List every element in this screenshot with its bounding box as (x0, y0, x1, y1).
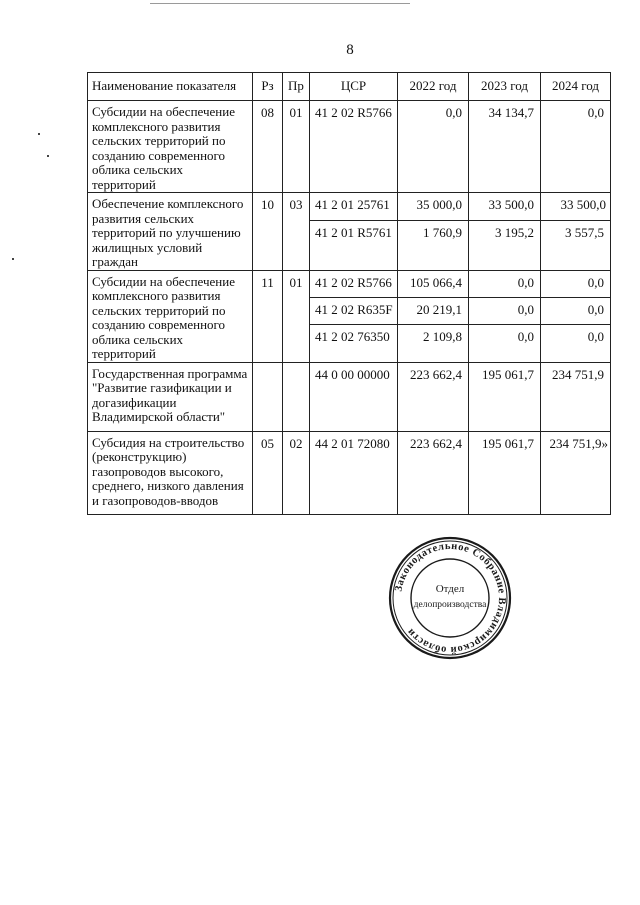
table-row (88, 362, 611, 431)
value-2024: 234 751,9» (541, 431, 611, 514)
scan-speck (38, 133, 40, 135)
page-number: 8 (346, 42, 354, 58)
rz-code: 11 (253, 270, 283, 362)
value-2023: 0,0 (469, 324, 541, 362)
table-row (88, 431, 611, 514)
value-2022: 223 662,4 (398, 362, 469, 431)
indicator-name: Государственная программа "Развитие газификации и догазификации Владимирской области" (88, 362, 253, 431)
value-2024: 234 751,9 (541, 362, 611, 431)
value-2023: 33 500,0 (469, 193, 541, 221)
value-2023: 3 195,2 (469, 220, 541, 270)
value-2022: 1 760,9 (398, 220, 469, 270)
indicator-name: Субсидии на обеспечение комплексного развития сельских территорий по созданию современного облика сельских территорий (88, 101, 253, 193)
stamp-center-line2: делопроизводства (413, 600, 487, 610)
csr-code: 41 2 01 R5761 (310, 220, 398, 270)
csr-code: 41 2 02 R5766 (310, 270, 398, 297)
scan-artifact-line (150, 3, 410, 4)
table-row (88, 193, 611, 221)
header-2023: 2023 год (469, 73, 541, 101)
value-2024: 0,0 (541, 324, 611, 362)
scan-speck (47, 155, 49, 157)
pr-code: 02 (283, 431, 310, 514)
value-2022: 35 000,0 (398, 193, 469, 221)
scan-speck (12, 258, 14, 260)
csr-code: 41 2 01 25761 (310, 193, 398, 221)
csr-code: 44 2 01 72080 (310, 431, 398, 514)
value-2023: 195 061,7 (469, 362, 541, 431)
header-2022: 2022 год (398, 73, 469, 101)
pr-code: 01 (283, 270, 310, 362)
csr-code: 41 2 02 76350 (310, 324, 398, 362)
header-2024: 2024 год (541, 73, 611, 101)
value-2023: 0,0 (469, 270, 541, 297)
header-csr: ЦСР (310, 73, 398, 101)
value-2023: 34 134,7 (469, 101, 541, 193)
stamp-ring-text: Законодательное Собрание Владимирской области (393, 540, 508, 656)
value-2022: 20 219,1 (398, 297, 469, 324)
value-2024: 0,0 (541, 270, 611, 297)
table-row (88, 101, 611, 193)
indicator-name: Субсидия на строительство (реконструкцию) газопроводов высокого, среднего, низкого давления и газопроводов-вводов (88, 431, 253, 514)
csr-code: 41 2 02 R635F (310, 297, 398, 324)
pr-code: 03 (283, 193, 310, 271)
header-rz: Рз (253, 73, 283, 101)
rz-code (253, 362, 283, 431)
indicator-name: Обеспечение комплексного развития сельских территорий по улучшению жилищных условий граждан (88, 193, 253, 271)
office-stamp (388, 536, 512, 660)
value-2023: 0,0 (469, 297, 541, 324)
pr-code: 01 (283, 101, 310, 193)
value-2022: 105 066,4 (398, 270, 469, 297)
value-2024: 33 500,0 (541, 193, 611, 221)
stamp-center-line1: Отдел (435, 583, 465, 595)
pr-code (283, 362, 310, 431)
value-2023: 195 061,7 (469, 431, 541, 514)
csr-code: 44 0 00 00000 (310, 362, 398, 431)
table-row (88, 270, 611, 297)
value-2022: 0,0 (398, 101, 469, 193)
value-2022: 223 662,4 (398, 431, 469, 514)
rz-code: 10 (253, 193, 283, 271)
indicator-name: Субсидии на обеспечение комплексного развития сельских территорий по созданию современного облика сельских территорий (88, 270, 253, 362)
header-pr: Пр (283, 73, 310, 101)
stamp-graphic (388, 536, 512, 660)
value-2022: 2 109,8 (398, 324, 469, 362)
rz-code: 08 (253, 101, 283, 193)
value-2024: 0,0 (541, 297, 611, 324)
header-name: Наименование показателя (88, 73, 253, 101)
table-header-row (88, 73, 611, 101)
value-2024: 3 557,5 (541, 220, 611, 270)
csr-code: 41 2 02 R5766 (310, 101, 398, 193)
rz-code: 05 (253, 431, 283, 514)
budget-table (87, 72, 611, 515)
value-2024: 0,0 (541, 101, 611, 193)
